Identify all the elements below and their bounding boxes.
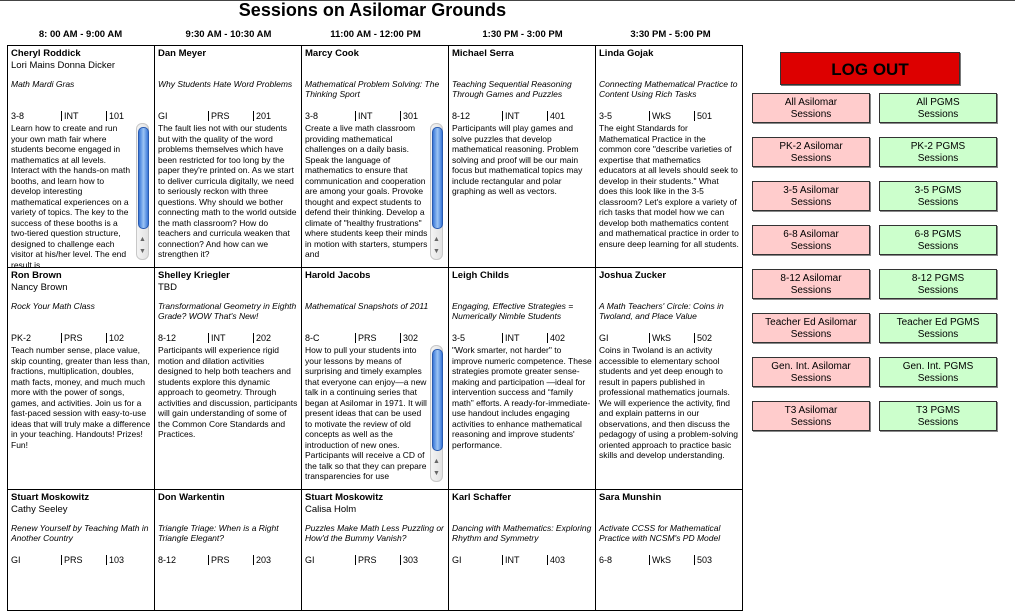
session-card: [449, 48, 595, 267]
session-title: A Math Teachers' Circle: Coins in Twoland, and Place Value: [599, 301, 724, 321]
description-text: Participants will play games and solve puzzles that develop mathematical reasoning. Problem solving and proof will be our main focus but mathematical topics may include rectangular and polar graphing as well as vectors.: [452, 123, 583, 196]
description-text: The eight Standards for Mathematical Practice in the common core "describe varieties of expertise that mathematics educators at all levels should seek to develop in their students." What does this look like in the 3-5 classroom? Let's explore a variety of rich tasks that model how we can develop both mathematics content and mathematical practice in order to ensure deep learning for all students.: [599, 123, 739, 249]
presenter-name: Linda Gojak: [599, 48, 654, 59]
session-card: [596, 48, 742, 267]
grade-level: GI: [158, 111, 168, 121]
co-presenter-name: [599, 504, 739, 517]
session-cell: [302, 268, 449, 490]
grade-level: PK-2: [11, 333, 32, 343]
session-meta: [305, 109, 445, 123]
session-meta: [158, 109, 298, 123]
session-description: [599, 123, 739, 263]
session-cell: [596, 46, 743, 268]
asilomar-filter-button[interactable]: Gen. Int. Asilomar Sessions: [752, 357, 870, 387]
grade-level: 3-8: [11, 111, 25, 121]
presenter-name: Cheryl Roddick: [11, 48, 81, 59]
grade-level: GI: [11, 555, 21, 565]
co-presenter-name: [305, 282, 445, 295]
session-type: WkS: [649, 111, 671, 121]
session-title: Dancing with Mathematics: Exploring Rhythm and Symmetry: [452, 523, 592, 543]
presenter-name: Michael Serra: [452, 48, 514, 59]
grade-level: GI: [599, 333, 609, 343]
asilomar-filter-button[interactable]: 3-5 Asilomar Sessions: [752, 181, 870, 211]
session-description: [158, 123, 298, 263]
presenter-name: Dan Meyer: [158, 48, 207, 59]
session-description: [158, 345, 298, 485]
scroll-up-arrow-icon[interactable]: ▲: [433, 236, 440, 243]
session-type: INT: [502, 111, 520, 121]
description-text: How to pull your students into your lessons by means of surprising and timely examples that everyone can enjoy—a new talk in a continuing series that began at Asilomar in 1971. It will present ideas that can be used to motivate the review of old concepts as well as the introduction of new ones. Participants will receive a CD of the talk so that they can prepare transparencies for use: [305, 345, 427, 481]
session-title: Puzzles Make Math Less Puzzling or How'd the Bummy Vanish?: [305, 523, 444, 543]
presenter-name: Leigh Childs: [452, 270, 509, 281]
session-title: Transformational Geometry in Eighth Grade? WOW That's New!: [158, 301, 297, 321]
grade-level: 3-5: [599, 111, 613, 121]
session-type: PRS: [355, 555, 377, 565]
scroll-down-arrow-icon[interactable]: ▼: [433, 248, 440, 255]
session-cell: [302, 490, 449, 611]
session-number: 101: [106, 111, 124, 121]
session-type: PRS: [208, 555, 230, 565]
session-card: [8, 270, 154, 489]
session-description: [599, 345, 739, 485]
session-meta: [452, 553, 592, 567]
asilomar-filter-button[interactable]: 8-12 Asilomar Sessions: [752, 269, 870, 299]
presenter-name: Ron Brown: [11, 270, 62, 281]
session-card: [155, 270, 301, 489]
session-description[interactable]: [305, 345, 445, 485]
session-title: Mathematical Problem Solving: The Thinking Sport: [305, 79, 440, 99]
grade-level: 6-8: [599, 555, 613, 565]
session-description[interactable]: [11, 123, 151, 270]
session-cell: [302, 46, 449, 268]
session-number: 203: [253, 555, 271, 565]
session-title: Mathematical Snapshots of 2011: [305, 301, 429, 311]
session-row: [8, 46, 743, 268]
session-card: [8, 48, 154, 270]
co-presenter-name: Calisa Holm: [305, 504, 357, 515]
session-description[interactable]: [305, 123, 445, 263]
session-type: PRS: [208, 111, 230, 121]
pgms-filter-button[interactable]: Teacher Ed PGMS Sessions: [879, 313, 997, 343]
session-description: [452, 123, 592, 263]
log-out-button[interactable]: LOG OUT: [780, 52, 960, 85]
session-row: [8, 490, 743, 611]
session-meta: [158, 553, 298, 567]
grade-level: 8-12: [158, 555, 177, 565]
scroll-down-arrow-icon[interactable]: ▼: [139, 248, 146, 255]
presenter-name: Harold Jacobs: [305, 270, 371, 281]
description-scrollbar[interactable]: [430, 345, 443, 482]
session-type: INT: [61, 111, 79, 121]
session-type: INT: [355, 111, 373, 121]
session-cell: [8, 268, 155, 490]
session-meta: [599, 553, 739, 567]
session-type: INT: [502, 555, 520, 565]
session-meta: [11, 331, 151, 345]
grade-level: 8-12: [452, 111, 471, 121]
co-presenter-name: [452, 282, 592, 295]
asilomar-filter-button[interactable]: All Asilomar Sessions: [752, 93, 870, 123]
co-presenter-name: [158, 60, 298, 73]
presenter-name: Don Warkentin: [158, 492, 225, 503]
pgms-filter-button[interactable]: 3-5 PGMS Sessions: [879, 181, 997, 211]
presenter-name: Sara Munshin: [599, 492, 662, 503]
session-type: WkS: [649, 555, 671, 565]
session-meta: [158, 331, 298, 345]
presenter-name: Stuart Moskowitz: [11, 492, 90, 503]
session-meta: [11, 109, 151, 123]
session-card: [302, 48, 448, 267]
session-title: Renew Yourself by Teaching Math in Another Country: [11, 523, 149, 543]
time-slot-header: 1:30 PM - 3:00 PM: [482, 29, 563, 40]
session-number: 501: [694, 111, 712, 121]
grade-level: GI: [452, 555, 462, 565]
session-cell: [449, 490, 596, 611]
session-card: [155, 492, 301, 592]
co-presenter-name: [305, 60, 445, 73]
session-cell: [155, 268, 302, 490]
session-title: Engaging, Effective Strategies = Numerically Nimble Students: [452, 301, 574, 321]
session-meta: [599, 109, 739, 123]
pgms-filter-button[interactable]: Gen. Int. PGMS Sessions: [879, 357, 997, 387]
time-slot-header: 11:00 AM - 12:00 PM: [330, 29, 421, 40]
description-text: Coins in Twoland is an activity accessible to elementary school students and yet deep enough to result in papers published in professional mathematics journals. We will experience the activity, find and explain patterns in our observations, and then discuss the pedagogy of using a problem-solving oriented approach to practice basic skills and develop understanding.: [599, 345, 738, 460]
grade-level: 3-8: [305, 111, 319, 121]
description-scrollbar[interactable]: [430, 123, 443, 260]
session-type: INT: [208, 333, 226, 343]
grade-level: GI: [305, 555, 315, 565]
session-type: PRS: [355, 333, 377, 343]
session-meta: [452, 331, 592, 345]
session-cell: [8, 490, 155, 611]
co-presenter-name: [599, 60, 739, 73]
session-cell: [596, 268, 743, 490]
description-text: The fault lies not with our students but with the quality of the word problems themselves which have been restricted for too long by the paper they're printed on. As we start to deliver curricula digitally, we need to seriously reckon with three questions. Why should we bother connecting math to the world outside the math classroom? How do teachers and curricula weaken that connection? And how can we strengthen it?: [158, 123, 297, 259]
session-type: PRS: [61, 333, 83, 343]
session-type: PRS: [61, 555, 83, 565]
session-title: Activate CCSS for Mathematical Practice with NCSM's PD Model: [599, 523, 721, 543]
presenter-name: Marcy Cook: [305, 48, 359, 59]
scrollbar-thumb[interactable]: [432, 127, 443, 229]
co-presenter-name: [158, 504, 298, 517]
session-number: 301: [400, 111, 418, 121]
session-number: 102: [106, 333, 124, 343]
asilomar-filter-button[interactable]: T3 Asilomar Sessions: [752, 401, 870, 431]
session-number: 403: [547, 555, 565, 565]
session-card: [302, 270, 448, 489]
session-number: 202: [253, 333, 271, 343]
session-cell: [449, 46, 596, 268]
description-text: Teach number sense, place value, skip counting, greater than less than, fractions, multiplication, doubles, math facts, money, and much much more with the power of songs, games, and activities. Join us for a fast-paced session with easy-to-use ideas that will truly make a difference in your teaching. Handouts! Prizes! Fun!: [11, 345, 151, 450]
session-cell: [8, 46, 155, 268]
session-meta: [11, 553, 151, 567]
pgms-filter-button[interactable]: T3 PGMS Sessions: [879, 401, 997, 431]
scroll-up-arrow-icon[interactable]: ▲: [433, 458, 440, 465]
co-presenter-name: [599, 282, 739, 295]
grade-level: 3-5: [452, 333, 466, 343]
grade-level: 8-C: [305, 333, 320, 343]
session-title: Why Students Hate Word Problems: [158, 79, 293, 89]
presenter-name: Stuart Moskowitz: [305, 492, 384, 503]
asilomar-filter-button[interactable]: Teacher Ed Asilomar Sessions: [752, 313, 870, 343]
presenter-name: Karl Schaffer: [452, 492, 512, 503]
session-cell: [155, 46, 302, 268]
co-presenter-name: Nancy Brown: [11, 282, 68, 293]
session-card: [155, 48, 301, 267]
description-text: "Work smarter, not harder" to improve numeric competence. These strategies promote greater sense-making and participation —ideal for intervention success and “family math” efforts. A ready-for-immediate-use handout includes engaging activities to enhance mathematical reasoning and improve students' performance.: [452, 345, 592, 450]
sessions-grid: [7, 45, 743, 611]
description-text: Learn how to create and run your own math fair where students become engaged in mathematics at all levels. Interact with the hands-on math booths, and learn how to develop interesting mathematical experiences on a variety of topics. The key to the success of these booths is a two-tiered question structure, designed to challenge each visitor at his/her level. The end result is: [11, 123, 131, 270]
session-title: Triangle Triage: When is a Right Triangle Elegant?: [158, 523, 279, 543]
session-number: 503: [694, 555, 712, 565]
co-presenter-name: Lori Mains Donna Dicker: [11, 60, 116, 71]
session-meta: [305, 331, 445, 345]
session-meta: [599, 331, 739, 345]
session-number: 502: [694, 333, 712, 343]
scroll-up-arrow-icon[interactable]: ▲: [139, 236, 146, 243]
session-meta: [305, 553, 445, 567]
time-slot-header: 8: 00 AM - 9:00 AM: [38, 29, 123, 40]
scrollbar-thumb[interactable]: [138, 127, 149, 229]
co-presenter-name: TBD: [158, 282, 177, 293]
session-cell: [596, 490, 743, 611]
session-title: Teaching Sequential Reasoning Through Games and Puzzles: [452, 79, 572, 99]
session-number: 103: [106, 555, 124, 565]
session-title: Rock Your Math Class: [11, 301, 95, 311]
session-card: [596, 270, 742, 489]
session-number: 201: [253, 111, 271, 121]
presenter-name: Shelley Kriegler: [158, 270, 230, 281]
pgms-filter-button[interactable]: 8-12 PGMS Sessions: [879, 269, 997, 299]
session-card: [596, 492, 742, 592]
session-card: [449, 492, 595, 592]
co-presenter-name: Cathy Seeley: [11, 504, 68, 515]
session-cell: [449, 268, 596, 490]
session-number: 302: [400, 333, 418, 343]
grade-level: 8-12: [158, 333, 177, 343]
scrollbar-thumb[interactable]: [432, 349, 443, 451]
page-title: Sessions on Asilomar Grounds: [238, 0, 507, 20]
co-presenter-name: [452, 60, 592, 73]
session-meta: [452, 109, 592, 123]
asilomar-filter-button[interactable]: 6-8 Asilomar Sessions: [752, 225, 870, 255]
time-slot-header: 3:30 PM - 5:00 PM: [630, 29, 711, 40]
pgms-filter-button[interactable]: PK-2 PGMS Sessions: [879, 137, 997, 167]
scroll-down-arrow-icon[interactable]: ▼: [433, 470, 440, 477]
session-number: 402: [547, 333, 565, 343]
description-text: Participants will experience rigid motion and dilation activities designed to help both teachers and students explore this dynamic approach to geometry. Through activities and discussion, participants will gain understanding of some of the Common Core Standards and Practices.: [158, 345, 298, 439]
time-slot-header: 9:30 AM - 10:30 AM: [185, 29, 272, 40]
pgms-filter-button[interactable]: 6-8 PGMS Sessions: [879, 225, 997, 255]
session-card: [302, 492, 448, 592]
session-card: [449, 270, 595, 489]
description-scrollbar[interactable]: [136, 123, 149, 260]
session-number: 303: [400, 555, 418, 565]
session-description: [452, 345, 592, 485]
session-title: Math Mardi Gras: [11, 79, 75, 89]
session-row: [8, 268, 743, 490]
session-title: Connecting Mathematical Practice to Content Using Rich Tasks: [599, 79, 738, 99]
session-type: INT: [502, 333, 520, 343]
presenter-name: Joshua Zucker: [599, 270, 667, 281]
description-text: Create a live math classroom providing mathematical challenges on a daily basis. Speak the language of mathematics to ensure that communication and cooperation are among your goals. Provoke thought and expect students to defend their thinking. Develop a climate of "healthy frustrations" where students keep their minds in motion with starters, stumpers and: [305, 123, 428, 259]
session-type: WkS: [649, 333, 671, 343]
session-cell: [155, 490, 302, 611]
pgms-filter-button[interactable]: All PGMS Sessions: [879, 93, 997, 123]
asilomar-filter-button[interactable]: PK-2 Asilomar Sessions: [752, 137, 870, 167]
session-card: [8, 492, 154, 592]
session-description: [11, 345, 151, 485]
session-number: 401: [547, 111, 565, 121]
co-presenter-name: [452, 504, 592, 517]
